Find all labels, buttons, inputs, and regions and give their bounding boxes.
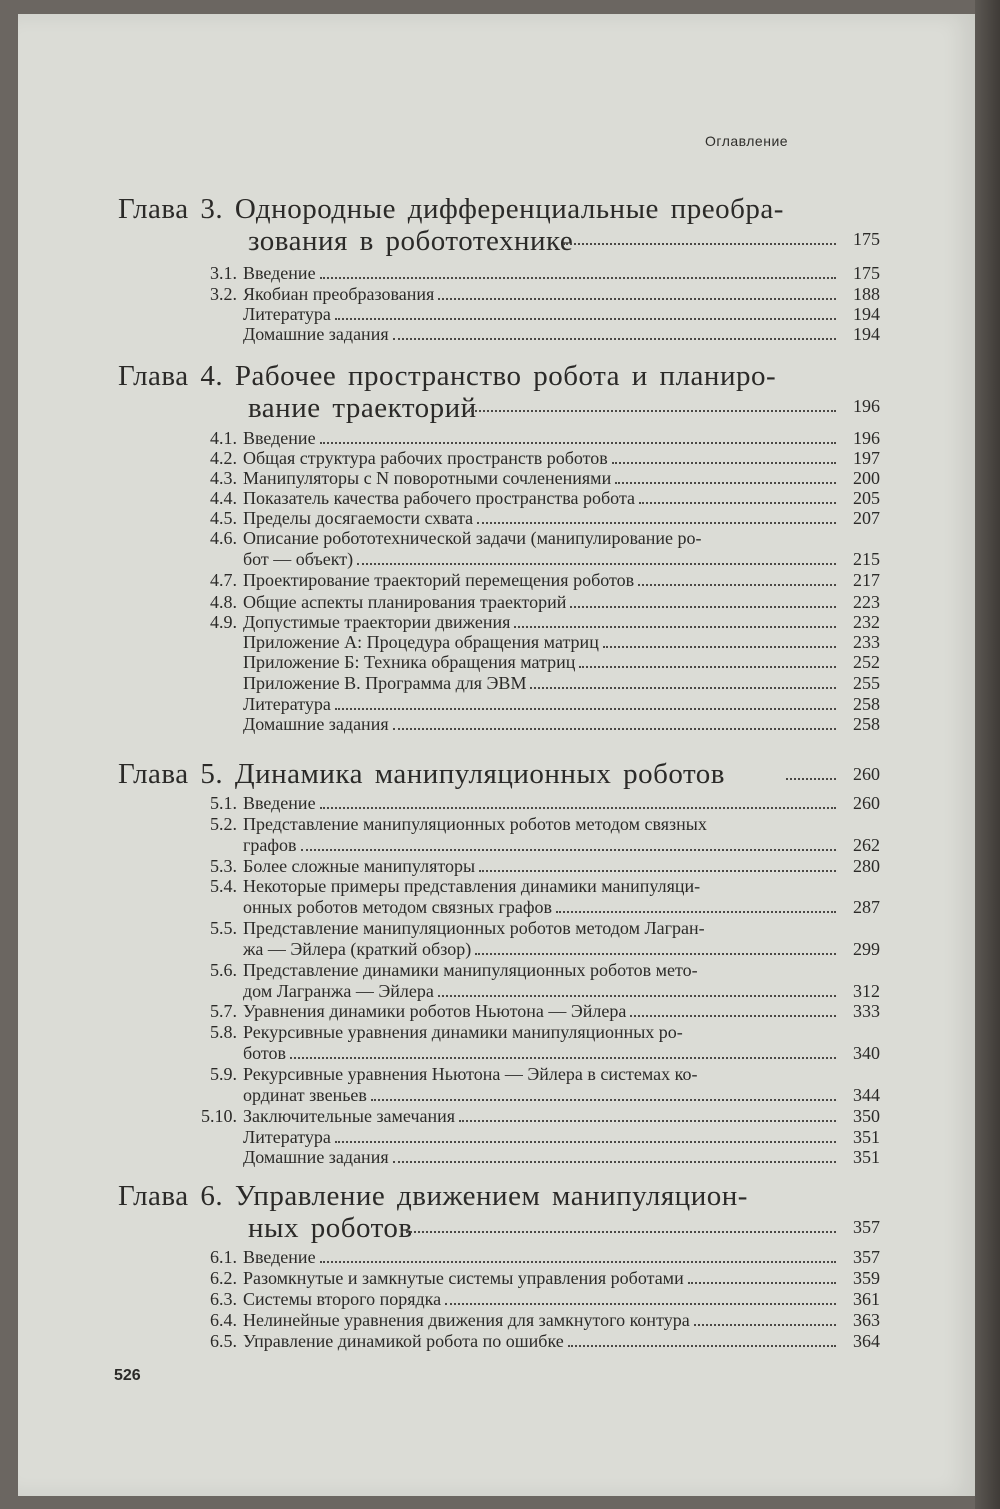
entry-number: 5.2. (210, 814, 237, 834)
dot-leader (694, 1312, 836, 1326)
dot-leader (371, 1087, 836, 1101)
dot-leader (639, 490, 836, 504)
dot-leader (459, 1108, 836, 1122)
chapter-title-line: ных роботов (248, 1212, 413, 1244)
entry-page-number: 207 (853, 508, 880, 528)
dot-leader (438, 286, 836, 300)
entry-page-number: 255 (853, 673, 880, 693)
toc-entry[interactable] (195, 1310, 880, 1330)
toc-entry-continuation (243, 981, 880, 1001)
entry-number: 5.4. (210, 876, 237, 896)
entry-number: 4.1. (210, 428, 237, 448)
entry-page-number: 340 (853, 1043, 880, 1063)
entry-page-number: 258 (853, 694, 880, 714)
entry-page-number: 233 (853, 632, 880, 652)
entry-number: 4.8. (210, 592, 237, 612)
chapter-title-line: Глава 4. Рабочее пространство робота и планиро- (118, 360, 777, 392)
toc-entry[interactable] (195, 793, 880, 813)
running-head: Оглавление (705, 133, 789, 149)
dot-leader (393, 716, 836, 730)
toc-entry[interactable] (195, 1331, 880, 1351)
entry-page-number: 280 (853, 856, 880, 876)
entry-number: 3.2. (210, 284, 237, 304)
dot-leader (468, 398, 836, 412)
chapter-leader-row (782, 764, 880, 784)
page-number: 526 (114, 1367, 141, 1384)
dot-leader (630, 1003, 836, 1017)
chapter-page-number: 260 (852, 764, 880, 784)
dot-leader (357, 551, 836, 565)
toc-entry[interactable] (195, 1247, 880, 1267)
entry-number: 6.3. (210, 1289, 237, 1309)
entry-page-number: 175 (853, 263, 880, 283)
entry-page-number: 194 (853, 304, 880, 324)
chapter-leader-row (559, 229, 881, 249)
toc-entry-continuation (243, 1085, 880, 1105)
entry-title: Уравнения динамики роботов Ньютона — Эйлера (243, 1001, 627, 1021)
entry-title-continuation: бот — объект) (243, 549, 354, 569)
dot-leader (615, 470, 836, 484)
entry-title-continuation: ординат звеньев (243, 1085, 367, 1105)
entry-title: Представление манипуляционных роботов методом связных (243, 814, 707, 834)
entry-title: Описание робототехнической задачи (манипулирование ро- (243, 528, 702, 548)
entry-number: 3.1. (210, 263, 237, 283)
entry-page-number: 196 (853, 428, 880, 448)
entry-page-number: 299 (853, 939, 880, 959)
dot-leader (612, 450, 836, 464)
toc-entry[interactable] (195, 508, 880, 528)
toc-entry[interactable] (195, 1147, 880, 1167)
dot-leader (320, 265, 836, 279)
entry-number: 5.9. (210, 1064, 237, 1084)
chapter-title-line: вание траекторий (248, 392, 477, 424)
toc-entry[interactable] (195, 528, 880, 548)
chapter-title (118, 758, 844, 790)
dot-leader (393, 1149, 836, 1163)
toc-entry[interactable] (195, 592, 880, 612)
chapter-title-line: зования в робототехнике (248, 225, 574, 257)
entry-page-number: 217 (853, 570, 880, 590)
entry-number: 6.4. (210, 1310, 237, 1330)
toc-entry[interactable] (195, 570, 880, 590)
toc-entry[interactable] (195, 304, 880, 324)
entry-number: 6.2. (210, 1268, 237, 1288)
entry-title: Некоторые примеры представления динамики манипуляци- (243, 876, 701, 896)
entry-title-continuation: жа — Эйлера (краткий обзор) (243, 939, 472, 959)
entry-title: Литература (243, 694, 331, 714)
toc-entry[interactable] (195, 814, 880, 834)
entry-page-number: 333 (853, 1001, 880, 1021)
entry-page-number: 350 (853, 1106, 880, 1126)
entry-page-number: 312 (853, 981, 880, 1001)
dot-leader (568, 1333, 836, 1347)
dot-leader (556, 899, 836, 913)
chapter-page-number: 357 (853, 1217, 880, 1237)
toc-entry[interactable] (195, 1268, 880, 1288)
entry-title: Рекурсивные уравнения динамики манипуляционных ро- (243, 1022, 683, 1042)
toc-entry[interactable] (195, 960, 880, 980)
entry-title: Общая структура рабочих пространств роботов (243, 448, 608, 468)
dot-leader (563, 231, 837, 245)
entry-page-number: 223 (853, 592, 880, 612)
entry-page-number: 252 (853, 652, 880, 672)
entry-title: Введение (243, 263, 316, 283)
entry-title: Нелинейные уравнения движения для замкнутого контура (243, 1310, 690, 1330)
entry-number: 4.2. (210, 448, 237, 468)
toc-entry-continuation (243, 835, 880, 855)
entry-title: Показатель качества рабочего пространства робота (243, 488, 636, 508)
entry-title: Заключительные замечания (243, 1106, 456, 1126)
toc-entry-continuation (243, 1043, 880, 1063)
entry-page-number: 262 (853, 835, 880, 855)
entry-title: Введение (243, 1247, 316, 1267)
chapter-page-number: 196 (853, 396, 880, 416)
entry-page-number: 361 (853, 1289, 880, 1309)
chapter-page-number: 175 (853, 229, 880, 249)
dot-leader (438, 983, 836, 997)
book-spine (975, 0, 1000, 1509)
entry-number: 5.7. (210, 1001, 237, 1021)
entry-title: Представление динамики манипуляционных роботов мето- (243, 960, 698, 980)
toc-entry[interactable] (195, 694, 880, 714)
entry-number: 6.1. (210, 1247, 237, 1267)
entry-title: Представление манипуляционных роботов методом Лагран- (243, 918, 705, 938)
toc-entry-continuation (243, 939, 880, 959)
toc-entry[interactable] (195, 284, 880, 304)
dot-leader (335, 696, 836, 710)
entry-title: Проектирование траекторий перемещения роботов (243, 570, 635, 590)
toc-entry[interactable] (195, 1001, 880, 1021)
dot-leader (638, 572, 836, 586)
entry-page-number: 194 (853, 324, 880, 344)
entry-title: Рекурсивные уравнения Ньютона — Эйлера в системах ко- (243, 1064, 698, 1084)
entry-title: Домашние задания (243, 324, 389, 344)
entry-title: Приложение В. Программа для ЭВМ (243, 673, 527, 693)
entry-title: Пределы досягаемости схвата (243, 508, 474, 528)
dot-leader (335, 1129, 836, 1143)
chapter-leader-row (397, 1217, 881, 1237)
entry-title-continuation: онных роботов методом связных графов (243, 897, 553, 917)
entry-page-number: 188 (853, 284, 880, 304)
entry-title: Домашние задания (243, 714, 389, 734)
entry-number: 5.5. (210, 918, 237, 938)
toc-entry[interactable] (195, 324, 880, 344)
toc-entry[interactable] (195, 428, 880, 448)
entry-number: 4.4. (210, 488, 237, 508)
toc-entry[interactable] (195, 856, 880, 876)
chapter-title-line: Глава 6. Управление движением манипуляцион- (118, 1180, 748, 1212)
toc-entry[interactable] (195, 468, 880, 488)
entry-page-number: 359 (853, 1268, 880, 1288)
dot-leader (475, 941, 836, 955)
entry-number: 5.1. (210, 793, 237, 813)
dot-leader (393, 326, 836, 340)
dot-leader (603, 634, 836, 648)
dot-leader (445, 1291, 836, 1305)
entry-page-number: 200 (853, 468, 880, 488)
entry-number: 5.6. (210, 960, 237, 980)
entry-page-number: 205 (853, 488, 880, 508)
entry-page-number: 344 (853, 1085, 880, 1105)
dot-leader (530, 675, 836, 689)
dot-leader (301, 837, 836, 851)
dot-leader (479, 858, 836, 872)
entry-number: 5.8. (210, 1022, 237, 1042)
toc-entry[interactable] (195, 612, 880, 632)
entry-title-continuation: графов (243, 835, 297, 855)
entry-title: Приложение Б: Техника обращения матриц (243, 652, 576, 672)
entry-page-number: 258 (853, 714, 880, 734)
entry-title: Приложение А: Процедура обращения матриц (243, 632, 599, 652)
dot-leader (320, 795, 836, 809)
dot-leader (514, 614, 836, 628)
toc-entry[interactable] (195, 1289, 880, 1309)
entry-page-number: 363 (853, 1310, 880, 1330)
entry-page-number: 351 (853, 1147, 880, 1167)
entry-title: Введение (243, 793, 316, 813)
toc-entry[interactable] (195, 714, 880, 734)
entry-title: Якобиан преобразования (243, 284, 435, 304)
dot-leader (477, 510, 836, 524)
toc-entry[interactable] (195, 652, 880, 672)
entry-page-number: 351 (853, 1127, 880, 1147)
dot-leader (320, 430, 836, 444)
entry-number: 4.7. (210, 570, 237, 590)
entry-page-number: 197 (853, 448, 880, 468)
entry-title: Манипуляторы с N поворотными сочленениями (243, 468, 612, 488)
entry-title: Разомкнутые и замкнутые системы управления роботами (243, 1268, 684, 1288)
entry-title: Более сложные манипуляторы (243, 856, 476, 876)
toc-entry[interactable] (195, 876, 880, 896)
entry-number: 4.5. (210, 508, 237, 528)
toc-entry[interactable] (195, 448, 880, 468)
toc-entry[interactable] (195, 1064, 880, 1084)
entry-title: Литература (243, 1127, 331, 1147)
chapter-title-line: Глава 3. Однородные дифференциальные преобра- (118, 193, 784, 225)
entry-title: Управление динамикой робота по ошибке (243, 1331, 564, 1351)
entry-title-continuation: дом Лагранжа — Эйлера (243, 981, 434, 1001)
entry-number: 4.3. (210, 468, 237, 488)
entry-title: Общие аспекты планирования траекторий (243, 592, 567, 612)
toc-entry[interactable] (195, 263, 880, 283)
entry-number: 6.5. (210, 1331, 237, 1351)
entry-number: 4.9. (210, 612, 237, 632)
entry-number: 4.6. (210, 528, 237, 548)
entry-title: Системы второго порядка (243, 1289, 442, 1309)
toc-entry[interactable] (195, 1106, 880, 1126)
entry-title: Литература (243, 304, 331, 324)
dot-leader (290, 1045, 836, 1059)
toc-entry-continuation (243, 897, 880, 917)
entry-page-number: 364 (853, 1331, 880, 1351)
toc-entry[interactable] (195, 632, 880, 652)
toc-entry[interactable] (195, 1127, 880, 1147)
dot-leader (335, 306, 836, 320)
dot-leader (579, 654, 836, 668)
toc-entry[interactable] (195, 918, 880, 938)
toc-entry[interactable] (195, 488, 880, 508)
entry-number: 5.10. (201, 1106, 237, 1126)
entry-title: Домашние задания (243, 1147, 389, 1167)
entry-title: Введение (243, 428, 316, 448)
toc-entry-continuation (243, 549, 880, 569)
toc-entry[interactable] (195, 673, 880, 693)
chapter-title-line: Глава 5. Динамика манипуляционных роботов (118, 758, 725, 790)
entry-page-number: 287 (853, 897, 880, 917)
dot-leader (401, 1219, 837, 1233)
chapter-leader-row (464, 396, 880, 416)
dot-leader (786, 766, 836, 780)
entry-page-number: 260 (853, 793, 880, 813)
entry-number: 5.3. (210, 856, 237, 876)
toc-entry[interactable] (195, 1022, 880, 1042)
entry-title-continuation: ботов (243, 1043, 287, 1063)
entry-title: Допустимые траектории движения (243, 612, 511, 632)
entry-page-number: 357 (853, 1247, 880, 1267)
dot-leader (320, 1249, 836, 1263)
entry-page-number: 232 (853, 612, 880, 632)
entry-page-number: 215 (853, 549, 880, 569)
dot-leader (688, 1270, 836, 1284)
dot-leader (570, 594, 836, 608)
